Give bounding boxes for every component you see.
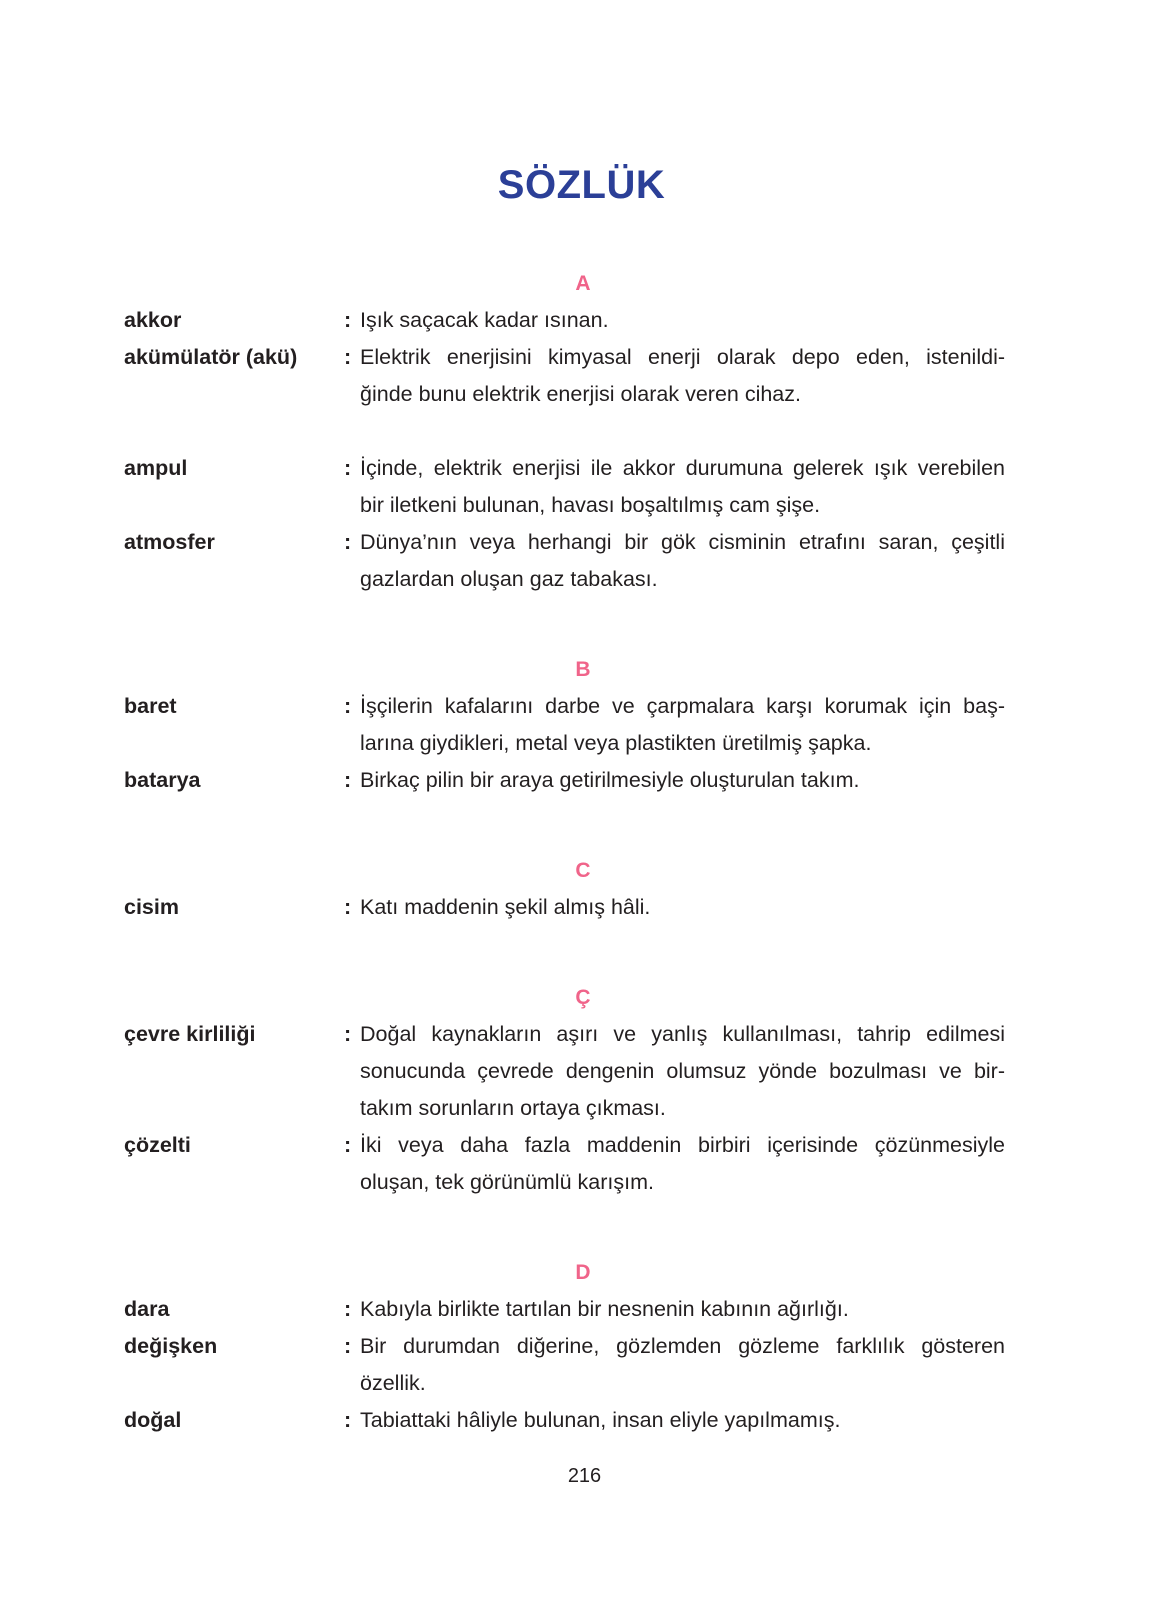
- entry-term: çözelti: [124, 1133, 191, 1157]
- entry-term: baret: [124, 694, 177, 718]
- definition-line: Birkaç pilin bir araya getirilmesiyle oluşturulan takım.: [360, 768, 860, 792]
- glossary-entry: [0, 688, 1163, 762]
- entry-term: çevre kirliliği: [124, 1022, 256, 1046]
- entry-definition: [360, 889, 1005, 926]
- entry-term: akkor: [124, 308, 182, 332]
- entry-definition: [360, 450, 1005, 524]
- glossary-entry: [0, 1328, 1163, 1402]
- section-letter: B: [575, 658, 591, 681]
- definition-line: Kabıyla birlikte tartılan bir nesnenin kabının ağırlığı.: [360, 1297, 849, 1321]
- glossary-entry: [0, 302, 1163, 339]
- entry-term: doğal: [124, 1408, 182, 1432]
- entry-definition: [360, 339, 1005, 413]
- glossary-section: [0, 265, 1163, 598]
- glossary-section: [0, 1254, 1163, 1439]
- glossary-entry: [0, 762, 1163, 799]
- entry-group: [0, 889, 1163, 926]
- entry-definition: [360, 302, 1005, 339]
- entry-term: akümülatör (akü): [124, 345, 298, 369]
- entry-definition: [360, 1402, 1005, 1439]
- glossary-section: [0, 651, 1163, 799]
- entry-colon: :: [344, 308, 352, 332]
- entry-colon: :: [344, 1334, 352, 1358]
- definition-line: özellik.: [360, 1371, 426, 1395]
- entry-group: [0, 1291, 1163, 1439]
- definition-line: İçinde, elektrik enerjisi ile akkor durumuna gelerek ışık verebilen: [360, 456, 1005, 480]
- glossary-entry: [0, 450, 1163, 524]
- definition-line: larına giydikleri, metal veya plastikten üretilmiş şapka.: [360, 731, 872, 755]
- entry-colon: :: [344, 345, 352, 369]
- entry-term: atmosfer: [124, 530, 215, 554]
- definition-line: oluşan, tek görünümlü karışım.: [360, 1170, 654, 1194]
- entry-term: cisim: [124, 895, 179, 919]
- definition-line: sonucunda çevrede dengenin olumsuz yönde bozulması ve bir-: [360, 1059, 1005, 1083]
- entry-colon: :: [344, 1133, 352, 1157]
- entry-colon: :: [344, 694, 352, 718]
- entry-colon: :: [344, 456, 352, 480]
- entry-definition: [360, 1016, 1005, 1127]
- definition-line: gazlardan oluşan gaz tabakası.: [360, 567, 658, 591]
- definition-line: Tabiattaki hâliyle bulunan, insan eliyle yapılmamış.: [360, 1408, 841, 1432]
- entry-group: [0, 1016, 1163, 1201]
- definition-line: Doğal kaynakların aşırı ve yanlış kullanılması, tahrip edilmesi: [360, 1022, 1005, 1046]
- glossary-entry: [0, 1016, 1163, 1127]
- page-title: SÖZLÜK: [497, 163, 666, 207]
- glossary-entry: [0, 524, 1163, 598]
- section-letter: C: [575, 859, 591, 882]
- entry-colon: :: [344, 1408, 352, 1432]
- entry-colon: :: [344, 768, 352, 792]
- section-letter: A: [575, 272, 591, 295]
- section-letter: Ç: [575, 986, 591, 1009]
- entry-colon: :: [344, 530, 352, 554]
- definition-line: İki veya daha fazla maddenin birbiri içerisinde çözünmesiyle: [360, 1133, 1005, 1157]
- glossary: [0, 265, 1163, 1492]
- glossary-entry: [0, 1127, 1163, 1201]
- definition-line: takım sorunların ortaya çıkması.: [360, 1096, 666, 1120]
- entry-colon: :: [344, 1297, 352, 1321]
- glossary-section: [0, 979, 1163, 1201]
- section-letter: D: [575, 1261, 591, 1284]
- glossary-entry: [0, 339, 1163, 413]
- glossary-entry: [0, 1402, 1163, 1439]
- entry-definition: [360, 1127, 1005, 1201]
- glossary-entry: [0, 1291, 1163, 1328]
- entry-term: değişken: [124, 1334, 218, 1358]
- glossary-entry: [0, 889, 1163, 926]
- entry-group: [0, 450, 1163, 598]
- definition-line: Katı maddenin şekil almış hâli.: [360, 895, 651, 919]
- entry-colon: :: [344, 1022, 352, 1046]
- entry-term: ampul: [124, 456, 188, 480]
- entry-term: batarya: [124, 768, 201, 792]
- definition-line: bir iletkeni bulunan, havası boşaltılmış cam şişe.: [360, 493, 821, 517]
- entry-definition: [360, 762, 1005, 799]
- definition-line: Elektrik enerjisini kimyasal enerji olarak depo eden, istenildi-: [360, 345, 1005, 369]
- entry-group: [0, 688, 1163, 799]
- entry-colon: :: [344, 895, 352, 919]
- entry-definition: [360, 688, 1005, 762]
- entry-definition: [360, 1291, 1005, 1328]
- entry-definition: [360, 524, 1005, 598]
- definition-line: Bir durumdan diğerine, gözlemden gözleme farklılık gösteren: [360, 1334, 1005, 1358]
- definition-line: İşçilerin kafalarını darbe ve çarpmalara karşı korumak için baş-: [360, 694, 1005, 718]
- definition-line: ğinde bunu elektrik enerjisi olarak veren cihaz.: [360, 382, 801, 406]
- entry-definition: [360, 1328, 1005, 1402]
- entry-term: dara: [124, 1297, 170, 1321]
- definition-line: Işık saçacak kadar ısınan.: [360, 308, 609, 332]
- entry-group: [0, 302, 1163, 413]
- page-number: 216: [567, 1465, 602, 1487]
- glossary-section: [0, 852, 1163, 926]
- definition-line: Dünya’nın veya herhangi bir gök cisminin etrafını saran, çeşitli: [360, 530, 1005, 554]
